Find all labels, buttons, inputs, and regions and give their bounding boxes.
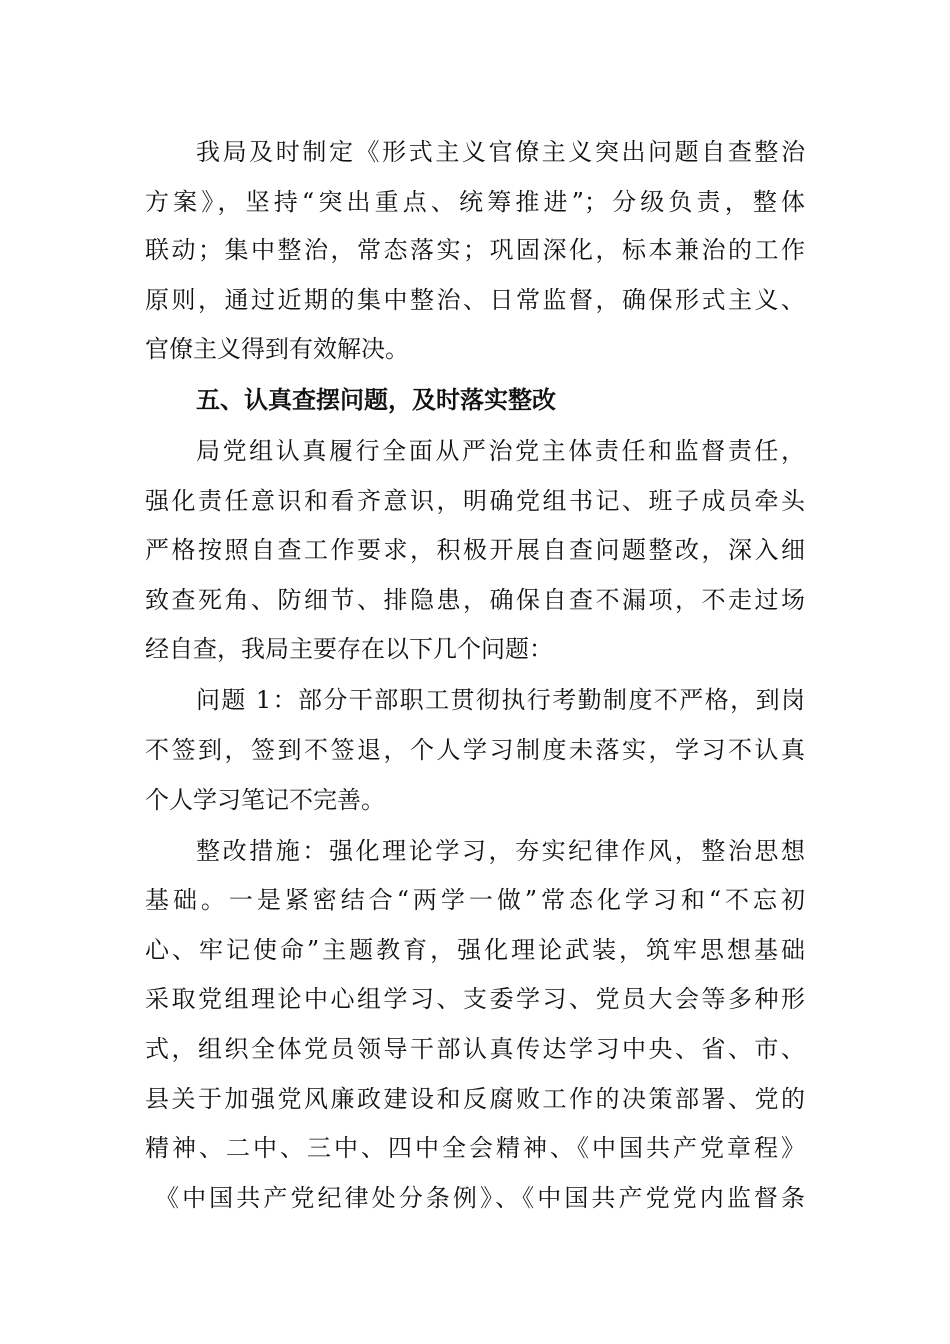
paragraph-line: 不签到，签到不签退，个人学习制度未落实，学习不认真	[145, 736, 805, 764]
paragraph-line: 强化责任意识和看齐意识，明确党组书记、班子成员牵头	[145, 487, 805, 515]
paragraph-line: 局党组认真履行全面从严治党主体责任和监督责任，	[196, 437, 805, 465]
paragraph-line: 经自查，我局主要存在以下几个问题：	[145, 635, 553, 663]
paragraph-line: 整改措施：强化理论学习，夯实纪律作风，整治思想	[196, 837, 805, 865]
paragraph-line: 官僚主义得到有效解决。	[145, 335, 409, 363]
paragraph-line: 原则，通过近期的集中整治、日常监督，确保形式主义、	[145, 286, 805, 314]
paragraph-line: 我局及时制定《形式主义官僚主义突出问题自查整治	[196, 138, 805, 166]
paragraph-line: 采取党组理论中心组学习、支委学习、党员大会等多种形	[145, 985, 805, 1013]
paragraph-line: 联动；集中整治，常态落实；巩固深化，标本兼治的工作	[145, 236, 805, 264]
paragraph-line: 方案》，坚持“突出重点、统筹推进”；分级负责，整体	[145, 188, 805, 216]
paragraph-line: 严格按照自查工作要求，积极开展自查问题整改，深入细	[145, 536, 805, 564]
paragraph-line: 个人学习笔记不完善。	[145, 786, 385, 814]
paragraph-line: 问题 1：部分干部职工贯彻执行考勤制度不严格，到岗	[196, 686, 805, 714]
paragraph-line: 致查死角、防细节、排隐患，确保自查不漏项，不走过场	[145, 586, 805, 614]
paragraph-line: 精神、二中、三中、四中全会精神、《中国共产党章程》	[145, 1134, 805, 1162]
paragraph-line: 式，组织全体党员领导干部认真传达学习中央、省、市、	[145, 1035, 805, 1063]
paragraph-line: 心、牢记使命”主题教育，强化理论武装，筑牢思想基础	[145, 936, 805, 964]
paragraph-line: 县关于加强党风廉政建设和反腐败工作的决策部署、党的	[145, 1085, 805, 1113]
section-heading: 五、认真查摆问题，及时落实整改	[196, 386, 556, 414]
paragraph-line: 基础。一是紧密结合“两学一做”常态化学习和“不忘初	[145, 886, 805, 914]
paragraph-line: 《中国共产党纪律处分条例》、《中国共产党党内监督条	[155, 1184, 805, 1212]
